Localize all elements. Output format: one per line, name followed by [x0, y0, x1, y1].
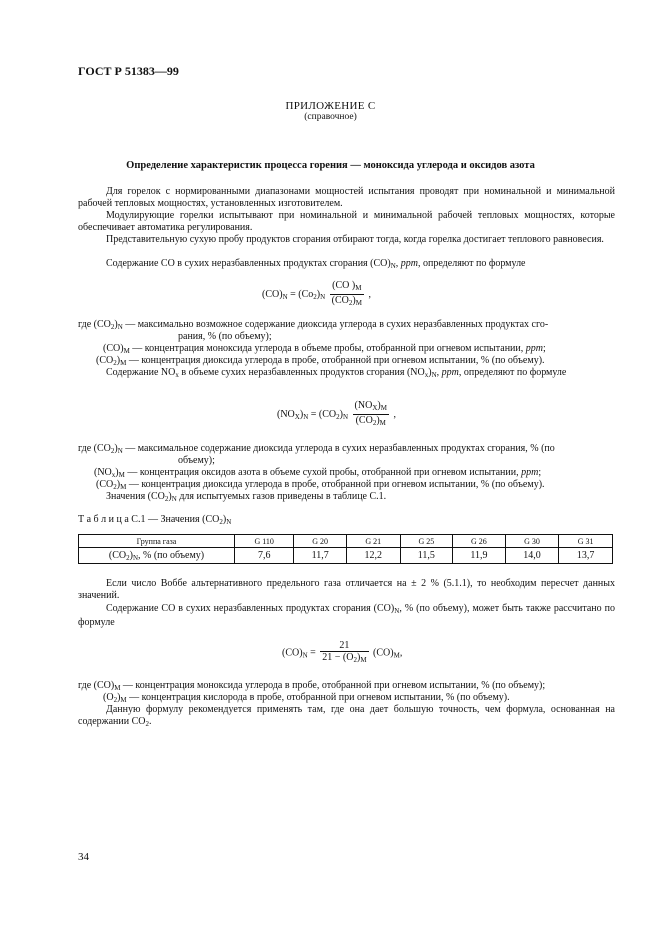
table-cell: 11,5	[400, 548, 453, 564]
formula-nox-n-fraction: $\frac{(NO_X)_M}{(CO_2)_M}$	[354, 400, 387, 427]
table-cell: 12,2	[346, 548, 400, 564]
where2-co2-n-continued: объему);	[178, 455, 215, 466]
table-header-cell: G 110	[235, 535, 294, 548]
page-number: 34	[78, 851, 89, 863]
co2-values-table	[78, 534, 613, 564]
appendix-title: ПРИЛОЖЕНИЕ С	[285, 100, 376, 112]
where2-co2-n: где $(CO_2)_N$ — максимальное содержание диоксида углерода в сухих неразбавленных продуктах сгорания, % (по	[78, 443, 555, 455]
table-header-cell: G 31	[559, 535, 613, 548]
appendix-subtitle: (справочное)	[304, 112, 357, 122]
paragraph-table-ref: Значения $(CO_2)_N$ для испытуемых газов приведены в таблице С.1.	[106, 491, 387, 503]
where-co2-n: где $(CO_2)_N$ — максимально возможное содержание диоксида углерода в сухих неразбавленных продуктах сго-	[78, 319, 549, 331]
table-cell: 11,7	[294, 548, 347, 564]
table-cell: 13,7	[559, 548, 613, 564]
table-header-row	[79, 535, 613, 548]
paragraph-co-alt-formula-intro: Содержание CO в сухих неразбавленных продуктах сгорания $(CO)_N$, % (по объему), может быть также рассчитано по формуле	[78, 603, 616, 628]
formula-co-n-oxygen: $(CO)_N$ = $\frac{21}{21 - (O_2)_M}$ $(CO)_M$,	[282, 640, 403, 664]
where3-co-m: где $(CO)_M$ — концентрация моноксида углерода в пробе, отобранной при огневом испытании, % (по объему);	[78, 680, 546, 692]
where3-o2-m: $(O_2)_M$ — концентрация кислорода в пробе, отобранной при огневом испытании, % (по объему).	[103, 692, 510, 704]
where-co-m: $(CO)_M$ — концентрация моноксида углерода в объеме пробы, отобранной при огневом испытании, ppm;	[103, 343, 546, 355]
table-header-cell: G 25	[400, 535, 453, 548]
table-header-cell: G 20	[294, 535, 347, 548]
document-header: ГОСТ Р 51383—99	[78, 64, 179, 78]
where-co2-m: $(CO_2)_M$ — концентрация диоксида углерода в пробе, отобранной при огневом испытании, % (по объему).	[96, 355, 545, 367]
where2-nox-m: $(NO_x)_M$ — концентрация оксидов азота в объеме сухой пробы, отобранной при огневом испытании, ppm;	[94, 467, 542, 479]
formula-co-n-oxygen-fraction: $\frac{21}{21 - (O_2)_M}$	[322, 640, 367, 664]
table-cell: 11,9	[453, 548, 506, 564]
table-header-label: Группа газа	[79, 535, 235, 548]
table-header-cell: G 21	[346, 535, 400, 548]
paragraph-nox-formula-intro: Содержание $NO_x$ в объеме сухих неразбавленных продуктов сгорания $(NO_x)_N$, ppm, определяют по формуле	[106, 367, 567, 379]
table-caption: Т а б л и ц а С.1 — Значения $(CO_2)_N$	[78, 514, 232, 526]
formula-nox-n: $(NO_X)_N = (CO_2)_N$ $\frac{(NO_X)_M}{(CO_2)_M}$ ,	[277, 400, 396, 427]
paragraph-2: Модулирующие горелки испытывают при номинальной и минимальной рабочей тепловых мощностях, которые обеспечивает автоматика регулирования.	[78, 210, 615, 233]
table-cell: 14,0	[505, 548, 559, 564]
table-cell: 7,6	[235, 548, 294, 564]
paragraph-3: Представительную сухую пробу продуктов сгорания отбирают тогда, когда горелка достигает теплового равновесия.	[106, 234, 604, 245]
table-row-label: $(CO_2)_N$, % (по объему)	[79, 548, 235, 564]
paragraph-1: Для горелок с нормированными диапазонами мощностей испытания проводят при номинальной и минимальной рабочей тепловых мощностях, установленных изготовителем.	[78, 186, 615, 209]
paragraph-co-formula-intro: Содержание CO в сухих неразбавленных продуктах сгорания $(CO)_N$, ppm, определяют по формуле	[106, 258, 526, 270]
formula-co-n-fraction: $\frac{(CO )_M}{(CO_2)_M}$	[331, 280, 362, 307]
formula-co-n: $(CO)_N = (Co_2)_N$ $\frac{(CO )_M}{(CO_2)_M}$ ,	[262, 280, 371, 307]
paragraph-recommendation: Данную формулу рекомендуется применять там, где она дает большую точность, чем формула, основанная на содержании $CO_2$.	[78, 704, 615, 728]
table-header-cell: G 26	[453, 535, 506, 548]
table-header-cell: G 30	[505, 535, 559, 548]
paragraph-wobbe: Если число Воббе альтернативного предельного газа отличается на ± 2 % (5.1.1), то необходим пересчет данных значений.	[78, 578, 615, 601]
section-heading: Определение характеристик процесса горения — моноксида углерода и оксидов азота	[126, 160, 535, 171]
where2-co2-m: $(CO_2)_M$ — концентрация диоксида углерода в пробе, отобранной при огневом испытании, % (по объему).	[96, 479, 545, 491]
table-row	[79, 548, 613, 564]
where-co2-n-continued: рания, % (по объему);	[178, 331, 272, 342]
